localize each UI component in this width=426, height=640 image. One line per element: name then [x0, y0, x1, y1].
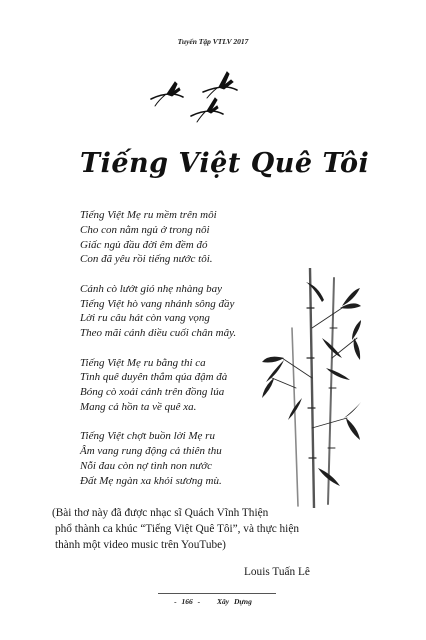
poem-line: Tiếng Việt chợt buồn lời Mẹ ru	[80, 430, 215, 443]
poem-line: Tình quê duyên thắm qúa đậm đà	[80, 371, 228, 384]
page-header: Tuyển Tập VTLV 2017	[177, 37, 249, 46]
publication-name: Xây Dựng	[217, 597, 252, 606]
flying-cranes-illustration	[145, 66, 245, 128]
poem-body	[80, 208, 280, 503]
crane-bottom	[191, 98, 223, 122]
note-line: phổ thành ca khúc “Tiếng Việt Quê Tôi”, và thực hiện	[55, 523, 299, 535]
page-footer	[0, 597, 426, 606]
poem-line: Con đã yêu rồi tiếng nước tôi.	[80, 253, 213, 266]
footer-divider	[158, 593, 276, 594]
stanza-2	[80, 282, 280, 341]
poem-line: Tiếng Việt Mẹ ru bằng thi ca	[80, 356, 206, 369]
stanza-4	[80, 429, 280, 488]
poem-title: Tiếng Việt Quê Tôi	[80, 148, 370, 179]
poem-line: Âm vang rung động cả thiên thu	[80, 445, 222, 458]
bamboo-illustration	[262, 268, 362, 508]
poem-line: Đất Mẹ ngàn xa khỏi sương mù.	[80, 474, 222, 487]
note-line: (Bài thơ này đã được nhạc sĩ Quách Vĩnh Thiện	[52, 507, 269, 519]
stanza-3	[80, 356, 280, 415]
crane-right	[203, 72, 237, 98]
poem-line: Lời ru câu hát còn vang vọng	[80, 312, 210, 325]
poem-line: Tiếng Việt Mẹ ru mềm trên môi	[80, 209, 217, 221]
poem-line: Mang cả hồn ta về quê xa.	[80, 400, 197, 413]
poem-line: Giấc ngủ đầu đời êm đềm đó	[80, 238, 208, 251]
page-number: - 166 -	[174, 597, 201, 606]
author-name: Louis Tuấn Lê	[244, 566, 310, 578]
note-line: thành một video music trên YouTube)	[55, 539, 226, 551]
poem-line: Theo mãi cánh diều cuối chân mây.	[80, 327, 237, 340]
poem-line: Bóng cò xoải cánh trên đồng lúa	[80, 386, 225, 399]
poem-note	[52, 505, 372, 553]
stanza-1	[80, 208, 280, 267]
poem-line: Tiếng Việt hò vang nhánh sông đầy	[80, 297, 235, 310]
poem-line: Cánh cò lướt gió nhẹ nhàng bay	[80, 282, 223, 295]
poem-line: Cho con nằm ngủ ở trong nôi	[80, 223, 210, 236]
crane-left	[151, 82, 183, 106]
poem-line: Nỗi đau còn nợ tình non nước	[80, 459, 213, 472]
